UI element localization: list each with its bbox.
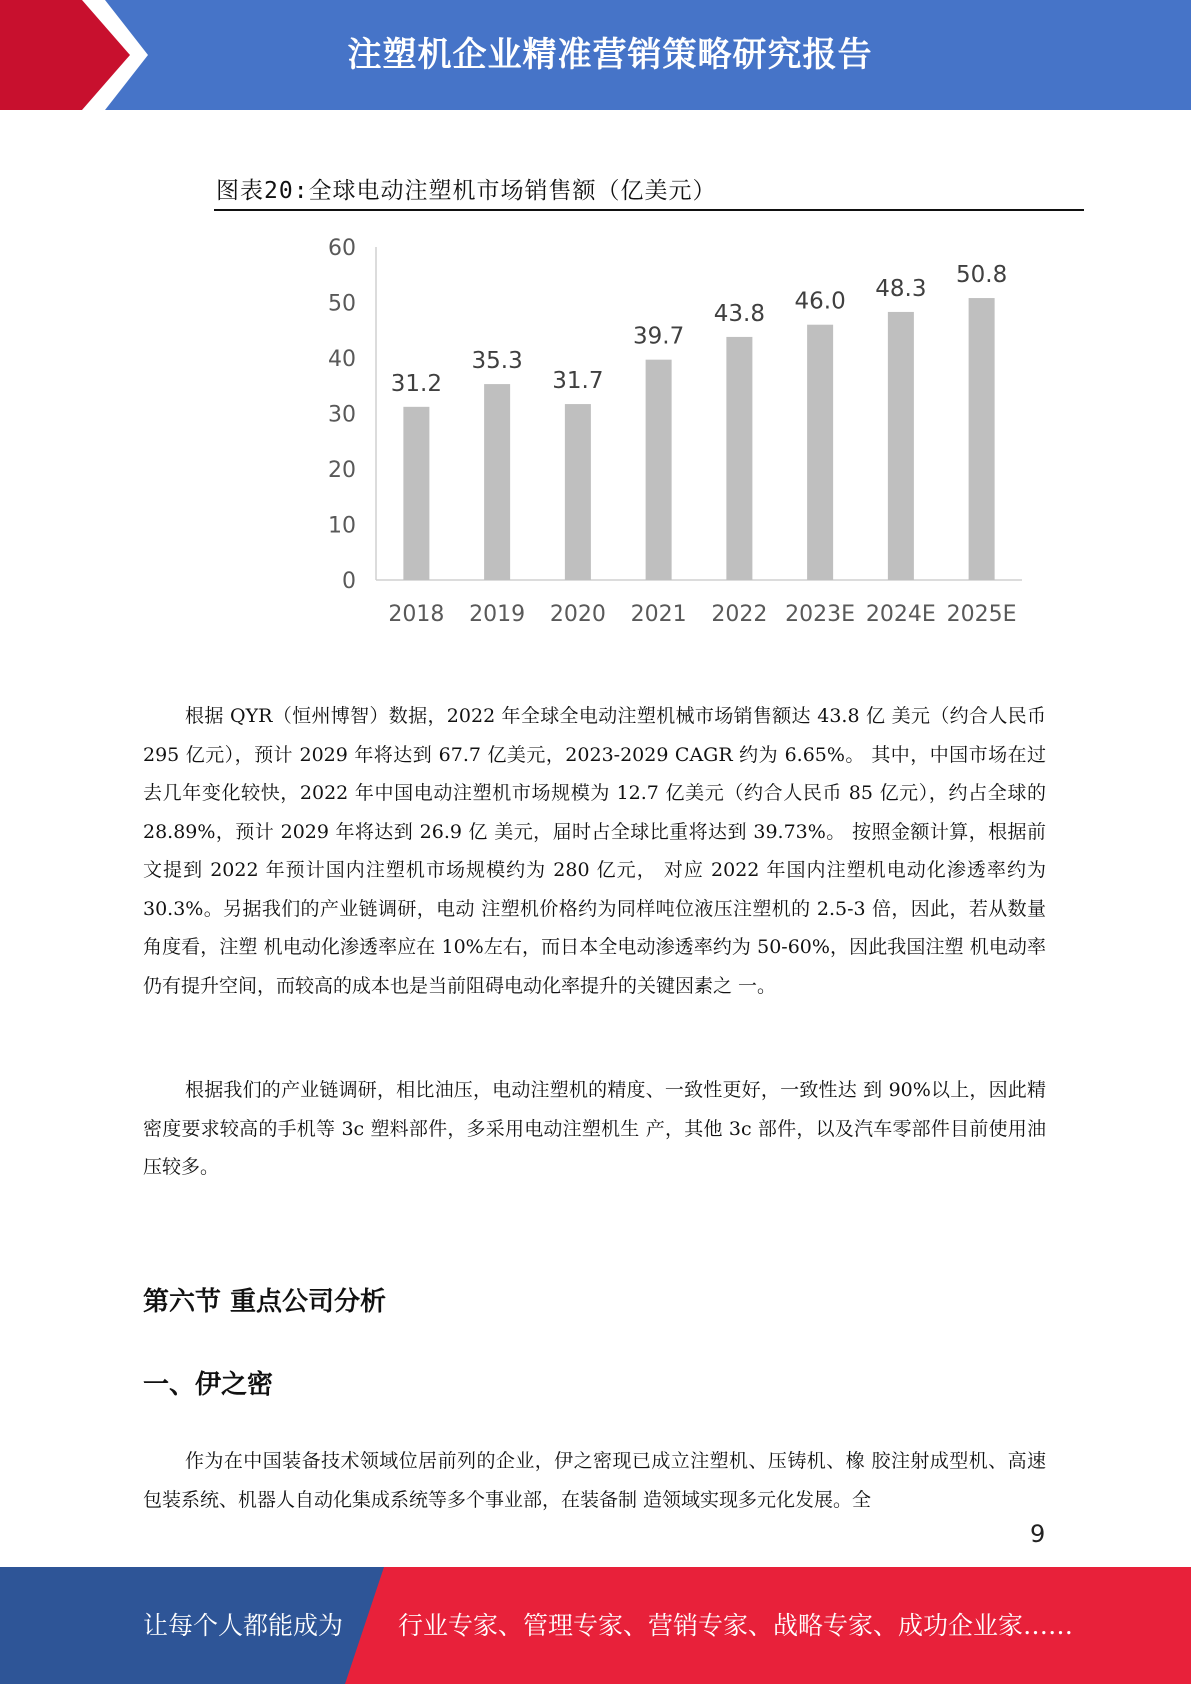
bar-value-label: 39.7 — [633, 323, 685, 350]
report-title: 注塑机企业精准营销策略研究报告 — [347, 35, 873, 75]
bar — [888, 312, 914, 580]
bar-value-label: 31.2 — [390, 370, 442, 397]
paragraph-market-data: 根据 QYR（恒州博智）数据，2022 年全球全电动注塑机械市场销售额达 43.8 亿 美元（约合人民币 295 亿元），预计 2029 年将达到 67.7 亿美元，2023-2029 CAGR 约为 6.65%。 其中，中国市场在过去几年变化较快，2022 年中国电动注塑机市场规模为 12.7 亿美元（约合人民币 85 亿元），约占全球的 28.89%，预计 2029 年将达到 26.9 亿 美元，届时占全球比重将达到 39.73%。 按照金额计算，根据前文提到 2022 年预计国内注塑机市场规模约为 280 亿元， 对应 2022 年国内注塑机电动化渗透率约为 30.3%。另据我们的产业链调研，电动 注塑机价格约为同样吨位液压注塑机的 2.5-3 倍，因此，若从数量角度看，注塑 机电动化渗透率应在 10%左右，而日本全电动渗透率约为 50-60%，因此我国注塑 机电动率仍有提升空间，而较高的成本也是当前阻碍电动化率提升的关键因素之 一。 — [143, 705, 1046, 997]
bar-value-label: 43.8 — [713, 300, 765, 327]
sales-bar-chart — [310, 225, 1030, 645]
x-tick-label: 2023E — [785, 602, 856, 627]
page-footer — [0, 1567, 1191, 1684]
x-tick-label: 2020 — [549, 602, 606, 627]
y-tick-label: 60 — [328, 236, 356, 261]
footer-slogan-right: 行业专家、管理专家、营销专家、战略专家、成功企业家…… — [398, 1611, 1074, 1640]
bar — [565, 404, 591, 580]
x-tick-label: 2024E — [865, 602, 936, 627]
x-tick-label: 2018 — [388, 602, 445, 627]
bar — [646, 360, 672, 580]
section-title: 第六节 重点公司分析 — [143, 1287, 387, 1317]
bar-value-label: 50.8 — [956, 262, 1008, 289]
x-tick-label: 2022 — [711, 602, 768, 627]
y-tick-label: 30 — [328, 402, 356, 428]
y-tick-label: 20 — [328, 458, 356, 483]
chart-caption-rule — [214, 209, 1084, 211]
bar — [484, 384, 510, 580]
bar — [807, 325, 833, 580]
subsection-title: 一、伊之密 — [143, 1370, 274, 1400]
page-number: 9 — [1030, 1520, 1046, 1548]
footer-slogan-left: 让每个人都能成为 — [143, 1611, 344, 1640]
paragraph-precision: 根据我们的产业链调研，相比油压，电动注塑机的精度、一致性更好，一致性达 到 90%以上，因此精密度要求较高的手机等 3c 塑料部件，多采用电动注塑机生 产，其他 3c 部件，以及汽车零部件目前使用油压较多。 — [143, 1079, 1046, 1178]
chart-caption: 图表20:全球电动注塑机市场销售额（亿美元） — [216, 178, 717, 204]
bar-value-label: 35.3 — [471, 348, 523, 375]
x-tick-label: 2019 — [469, 602, 526, 627]
bar-value-label: 46.0 — [794, 288, 846, 315]
y-tick-label: 40 — [328, 347, 356, 372]
y-tick-label: 50 — [328, 291, 356, 317]
x-tick-label: 2021 — [630, 602, 687, 627]
bar — [969, 298, 995, 580]
x-tick-label: 2025E — [946, 602, 1017, 627]
paragraph-company-intro: 作为在中国装备技术领域位居前列的企业，伊之密现已成立注塑机、压铸机、橡 胶注射成型机、高速包装系统、机器人自动化集成系统等多个事业部，在装备制 造领域实现多元化发展。全 — [143, 1450, 1046, 1511]
y-tick-label: 10 — [328, 513, 356, 539]
bar — [726, 337, 752, 580]
bar-value-label: 31.7 — [552, 368, 604, 395]
y-tick-label: 0 — [342, 569, 356, 594]
page-header — [0, 0, 1191, 110]
bar-value-label: 48.3 — [875, 275, 927, 302]
bar — [403, 407, 429, 580]
